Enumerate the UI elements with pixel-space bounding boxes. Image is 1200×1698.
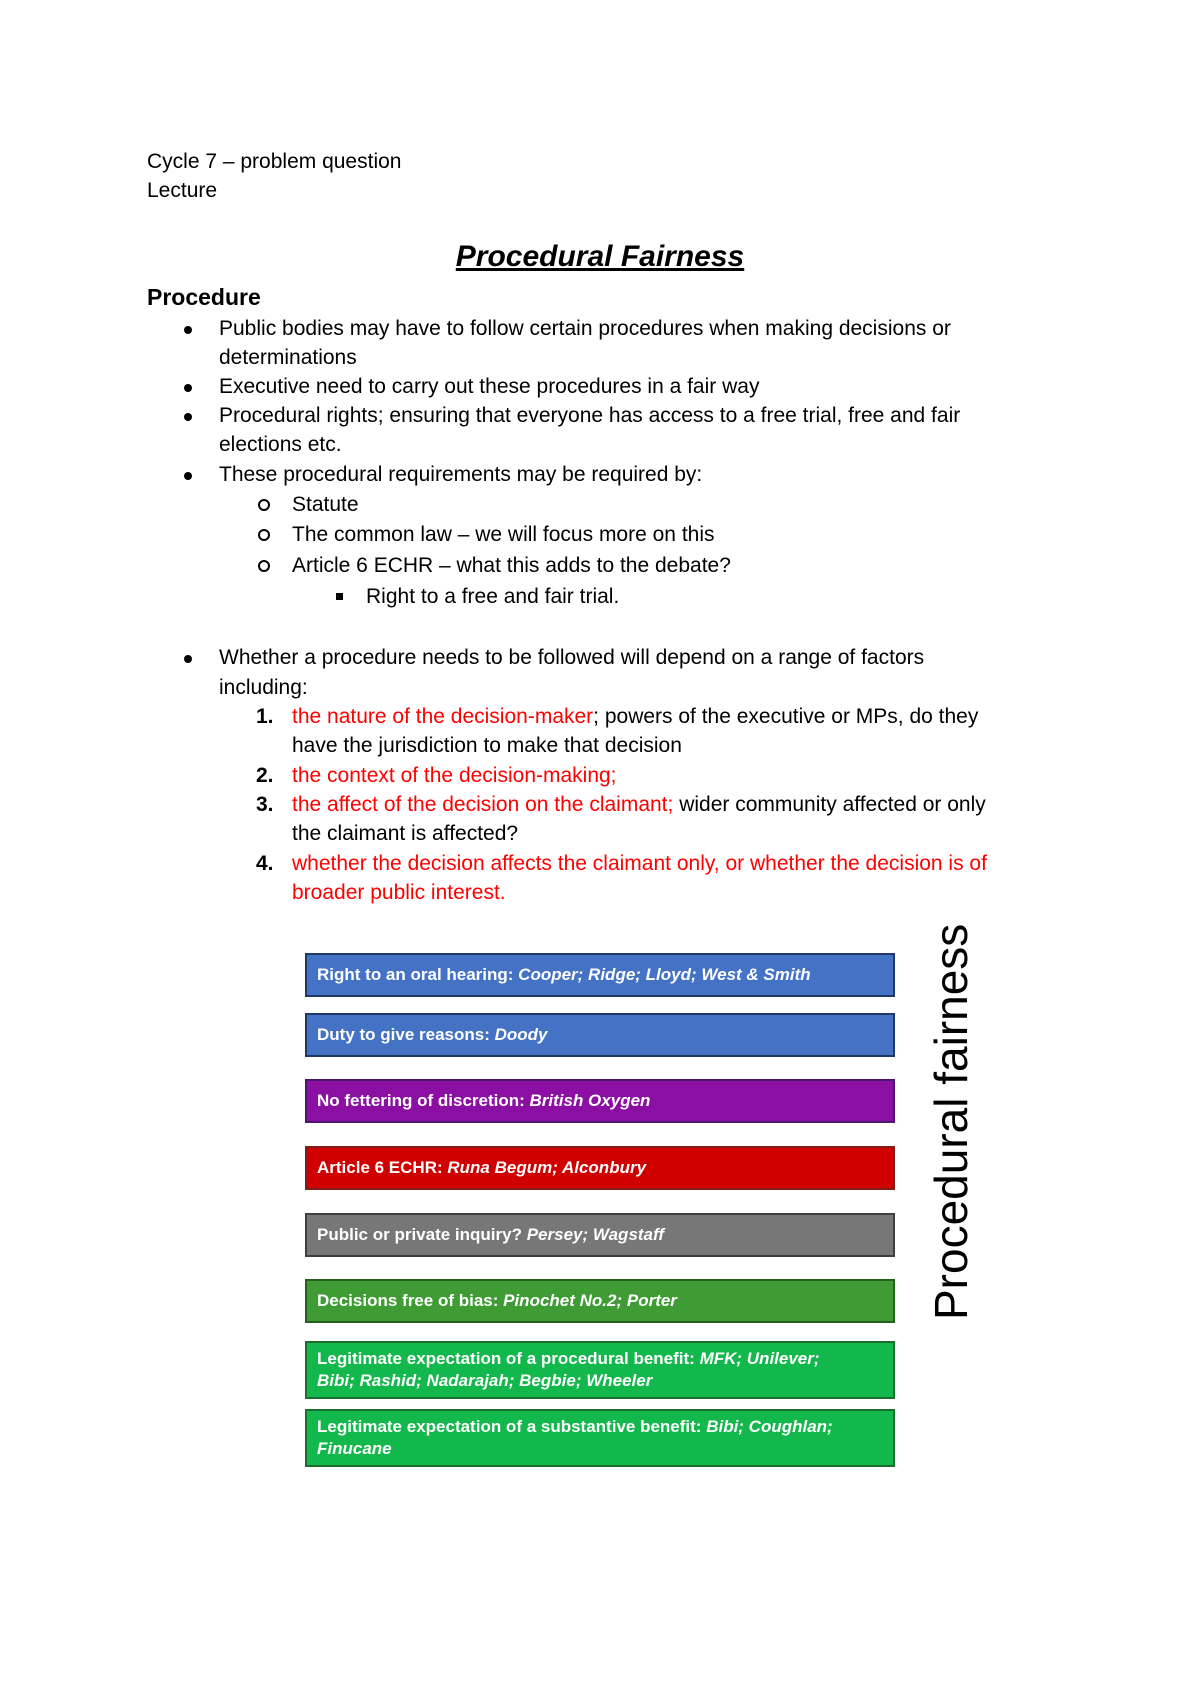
diagram-box-bias: Decisions free of bias: Pinochet No.2; Porter bbox=[305, 1279, 895, 1323]
numbered-item bbox=[292, 703, 978, 731]
bullet-item: These procedural requirements may be required by: bbox=[219, 463, 703, 486]
circle-bullet-icon bbox=[258, 560, 270, 572]
numbered-item bbox=[292, 791, 986, 819]
diagram-box-duty-reasons: Duty to give reasons: Doody bbox=[305, 1013, 895, 1057]
list-number: 1. bbox=[256, 705, 274, 728]
bullet-icon bbox=[184, 413, 192, 421]
diagram-box-procedural-benefit: Legitimate expectation of a procedural benefit: MFK; Unilever; Bibi; Rashid; Nadarajah; Begbie; Wheeler bbox=[305, 1341, 895, 1399]
numbered-item: whether the decision affects the claimant only, or whether the decision is of bbox=[292, 852, 987, 875]
section-heading: Procedure bbox=[147, 284, 261, 310]
bullet-item: Executive need to carry out these procedures in a fair way bbox=[219, 375, 760, 398]
bullet-item-cont: including: bbox=[219, 676, 308, 699]
factor-highlight: the nature of the decision-maker bbox=[292, 705, 594, 728]
diagram-box-article-6: Article 6 ECHR: Runa Begum; Alconbury bbox=[305, 1146, 895, 1190]
diagram-box-substantive-benefit: Legitimate expectation of a substantive benefit: Bibi; Coughlan; Finucane bbox=[305, 1409, 895, 1467]
page-title: Procedural Fairness bbox=[455, 240, 745, 273]
bullet-item-cont: determinations bbox=[219, 346, 357, 369]
diagram-box-fettering: No fettering of discretion: British Oxygen bbox=[305, 1079, 895, 1123]
factor-note: ; powers of the executive or MPs, do they bbox=[593, 705, 979, 728]
bullet-item: Public bodies may have to follow certain procedures when making decisions or bbox=[219, 317, 951, 340]
sub-bullet-item: Statute bbox=[292, 493, 359, 516]
square-bullet-icon bbox=[336, 593, 343, 600]
numbered-item-cont: the claimant is affected? bbox=[292, 822, 519, 845]
circle-bullet-icon bbox=[258, 499, 270, 511]
list-number: 3. bbox=[256, 793, 274, 816]
numbered-item-cont: broader public interest. bbox=[292, 881, 506, 904]
factor-note: wider community affected or only bbox=[673, 793, 986, 816]
lecture-label: Lecture bbox=[147, 179, 218, 202]
diagram-box-oral-hearing: Right to an oral hearing: Cooper; Ridge; Lloyd; West & Smith bbox=[305, 953, 895, 997]
factor-highlight: the affect of the decision on the claimant; bbox=[292, 793, 674, 816]
diagram-side-label: Procedural fairness bbox=[925, 923, 977, 1320]
cycle-heading: Cycle 7 – problem question bbox=[147, 150, 402, 173]
numbered-item-cont: have the jurisdiction to make that decision bbox=[292, 734, 682, 757]
sub-bullet-item: The common law – we will focus more on this bbox=[292, 523, 715, 546]
bullet-icon bbox=[184, 472, 192, 480]
list-number: 2. bbox=[256, 764, 274, 787]
bullet-item: Procedural rights; ensuring that everyone has access to a free trial, free and fair bbox=[219, 404, 961, 427]
diagram-box-inquiry: Public or private inquiry? Persey; Wagstaff bbox=[305, 1213, 895, 1257]
bullet-icon bbox=[184, 326, 192, 334]
bullet-icon bbox=[184, 384, 192, 392]
circle-bullet-icon bbox=[258, 529, 270, 541]
bullet-item: Whether a procedure needs to be followed will depend on a range of factors bbox=[219, 646, 925, 669]
bullet-item-cont: elections etc. bbox=[219, 433, 342, 456]
sub-sub-bullet-item: Right to a free and fair trial. bbox=[366, 585, 620, 608]
list-number: 4. bbox=[256, 852, 274, 875]
sub-bullet-item: Article 6 ECHR – what this adds to the debate? bbox=[292, 554, 731, 577]
numbered-item: the context of the decision-making; bbox=[292, 764, 617, 787]
bullet-icon bbox=[184, 655, 192, 663]
